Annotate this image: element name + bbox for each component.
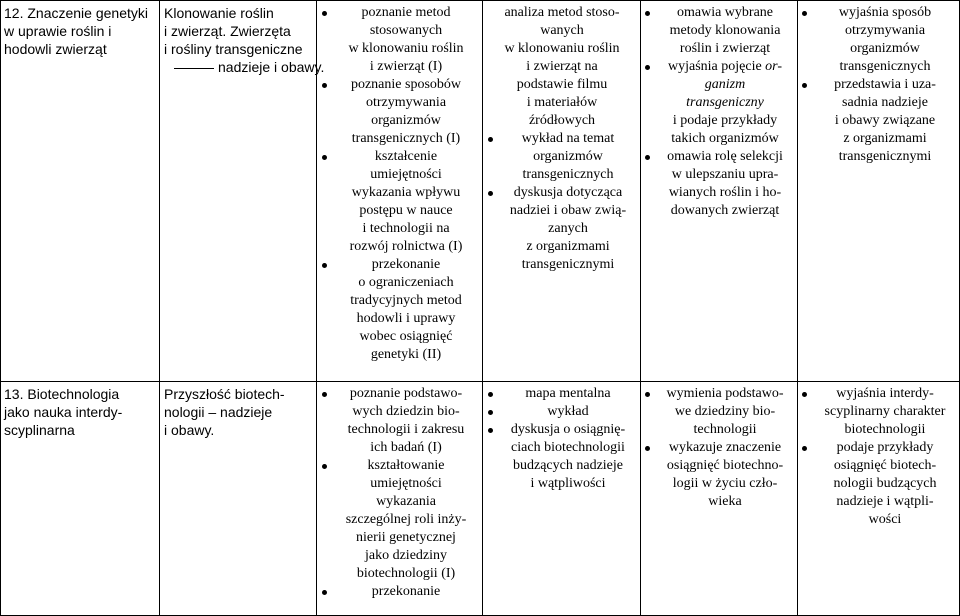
col-border <box>0 0 1 616</box>
item-line: o ograniczeniach <box>358 275 454 290</box>
item-line: technologii <box>693 422 757 437</box>
bullet-icon <box>488 428 493 433</box>
item-line: z organizmami <box>843 131 927 146</box>
subtopic-line: nologii – nadzieje <box>164 404 273 420</box>
item-line: analiza metod stoso- <box>504 5 620 20</box>
extended-requirements-cell <box>802 385 956 529</box>
item-line: wymienia podstawo- <box>666 386 784 401</box>
item-line: stosowanych <box>369 23 443 38</box>
item-line: dyskusja o osiągnię- <box>510 422 626 437</box>
bullet-icon <box>488 410 493 415</box>
bullet-item <box>322 148 478 256</box>
goals-cell <box>322 385 478 601</box>
bullet-icon <box>802 392 807 397</box>
bullet-item <box>488 421 636 493</box>
item-line: zanych <box>548 221 588 236</box>
item-line: nadzieje i wątpli- <box>836 494 934 509</box>
item-line: wanych <box>540 23 584 38</box>
item-line: ciach biotechnologii <box>511 440 625 455</box>
subtopic-line: Przyszłość biotech- <box>164 386 285 402</box>
bullet-icon <box>802 11 807 16</box>
bullet-icon <box>645 11 650 16</box>
bullet-icon <box>645 446 650 451</box>
bullet-item <box>322 583 478 601</box>
bullet-icon <box>322 590 327 595</box>
bullet-icon <box>322 83 327 88</box>
item-line: otrzymywania <box>365 95 447 110</box>
subtopic-line: i zwierząt. Zwierzęta <box>164 23 291 39</box>
bullet-item <box>645 148 793 220</box>
item-line: wykład <box>547 404 589 419</box>
item-line: i zwierząt na <box>526 59 598 74</box>
item-line: roślin i zwierząt <box>679 41 771 56</box>
subtopic-cell <box>164 4 325 76</box>
item-line: technologii i zakresu <box>347 422 465 437</box>
item-line: jako dziedziny <box>364 548 448 563</box>
bullet-item <box>802 76 956 166</box>
item-line: przedstawia i uza- <box>834 77 936 92</box>
item-line: kształcenie <box>374 149 438 164</box>
item-line: postępu w nauce <box>359 203 453 218</box>
item-line: metody klonowania <box>669 23 781 38</box>
col-border <box>797 0 798 616</box>
item-line: wości <box>868 512 902 527</box>
item-line: budzących nadzieje <box>513 458 623 473</box>
bullet-item <box>645 4 793 58</box>
item-line: przekonanie <box>371 257 441 272</box>
item-line: ich badań (I) <box>370 440 442 455</box>
item-line: wykład na temat <box>521 131 615 146</box>
item-line: w klonowaniu roślin <box>348 41 464 56</box>
bullet-item <box>488 403 636 421</box>
subtopic-line: nadzieje i obawy. <box>218 59 325 75</box>
item-line: poznanie sposobów <box>350 77 462 92</box>
item-line: umiejętności <box>370 167 442 182</box>
dash-icon <box>174 68 214 69</box>
bullet-icon <box>802 83 807 88</box>
bullet-item <box>322 385 478 457</box>
item-line: transgenicznych <box>839 59 931 74</box>
bullet-icon <box>322 263 327 268</box>
item-line: omawia rolę selekcji <box>667 149 783 164</box>
topic-cell <box>4 385 122 439</box>
item-line: genetyki (II) <box>370 347 442 362</box>
bullet-item <box>802 4 956 76</box>
item-line: nierii genetycznej <box>356 530 456 545</box>
item-line: i obawy związane <box>834 113 936 128</box>
extended-requirements-cell <box>802 4 956 166</box>
topic-line: w uprawie roślin i <box>4 23 112 39</box>
item-line: omawia wybrane <box>676 5 774 20</box>
item-line: kształtowanie <box>367 458 445 473</box>
item-line: transgenicznymi <box>521 257 615 272</box>
topic-line: scyplinarna <box>4 422 75 438</box>
item-line: i podaje przykłady <box>672 113 778 128</box>
basic-requirements-cell <box>645 4 793 220</box>
topic-line: 13. Biotechnologia <box>4 386 120 402</box>
item-line: nadziei i obaw zwią- <box>509 203 627 218</box>
item-line: osiągnięć biotechno- <box>666 458 784 473</box>
item-line: otrzymywania <box>844 23 926 38</box>
bullet-item <box>488 385 636 403</box>
item-line: wyjaśnia sposób <box>838 5 932 20</box>
item-line: takich organizmów <box>671 131 779 146</box>
item-line: we dziedziny bio- <box>674 404 776 419</box>
item-line: logii w życiu czło- <box>672 476 778 491</box>
item-line: transgeniczny <box>686 95 764 110</box>
bullet-item <box>645 58 793 148</box>
bullet-item <box>488 184 636 274</box>
item-line: tradycyjnych metod <box>350 293 462 308</box>
item-line: wianych roślin i ho- <box>668 185 782 200</box>
item-line: i technologii na <box>362 221 450 236</box>
item-line: sadnia nadzieje <box>842 95 928 110</box>
goals-cell <box>322 4 478 364</box>
item-line: z organizmami <box>526 239 610 254</box>
subtopic-cell <box>164 385 285 439</box>
item-line: mapa mentalna <box>525 386 611 401</box>
item-line: hodowli i uprawy <box>356 311 456 326</box>
methods-cell <box>488 385 636 493</box>
item-line: osiągnięć biotech- <box>833 458 937 473</box>
item-line: wykazania <box>376 494 436 509</box>
item-line: biotechnologii <box>844 422 926 437</box>
line-part-italic: or- <box>765 59 783 74</box>
topic-cell <box>4 4 148 58</box>
topic-line: 12. Znaczenie genetyki <box>4 5 148 21</box>
list-item <box>488 4 636 130</box>
bullet-icon <box>645 65 650 70</box>
item-line: w klonowaniu roślin <box>504 41 620 56</box>
item-line: źródłowych <box>528 113 596 128</box>
item-line: organizmów <box>371 113 441 128</box>
item-line: organizmów <box>533 149 603 164</box>
item-line: ganizm <box>704 77 746 92</box>
item-line: scyplinarny charakter <box>824 404 946 419</box>
item-line: podstawie filmu <box>516 77 608 92</box>
bullet-icon <box>322 392 327 397</box>
item-line: przekonanie <box>371 584 441 599</box>
bullet-icon <box>645 392 650 397</box>
item-line: podaje przykłady <box>836 440 934 455</box>
bullet-icon <box>802 446 807 451</box>
col-border <box>316 0 317 616</box>
item-line: i zwierząt (I) <box>369 59 443 74</box>
item-line: wykazania wpływu <box>351 185 461 200</box>
item-line: poznanie metod <box>361 5 451 20</box>
bullet-icon <box>322 464 327 469</box>
bullet-item <box>645 439 793 511</box>
row-divider <box>0 381 960 382</box>
item-line: wyjaśnia interdy- <box>836 386 934 401</box>
bullet-item <box>802 439 956 529</box>
item-line <box>657 58 793 76</box>
subtopic-line-with-dash <box>164 58 325 76</box>
subtopic-line: Klonowanie roślin <box>164 5 274 21</box>
item-line: transgenicznymi <box>838 149 932 164</box>
topic-line: jako nauka interdy- <box>4 404 123 420</box>
bullet-item <box>322 256 478 364</box>
table-border-top <box>0 0 960 1</box>
item-line: szczególnej roli inży- <box>345 512 467 527</box>
subtopic-line: i obawy. <box>164 422 215 438</box>
subtopic-line: i rośliny transgeniczne <box>164 41 303 57</box>
bullet-item <box>802 385 956 439</box>
item-line: transgenicznych <box>522 167 614 182</box>
col-border <box>482 0 483 616</box>
item-line: nologii budzących <box>833 476 937 491</box>
item-line: rozwój rolnictwa (I) <box>349 239 463 254</box>
item-line: w ulepszaniu upra- <box>671 167 779 182</box>
basic-requirements-cell <box>645 385 793 511</box>
item-line: wykazuje znaczenie <box>668 440 782 455</box>
bullet-icon <box>322 155 327 160</box>
item-line: umiejętności <box>370 476 442 491</box>
item-line: i wątpliwości <box>530 476 606 491</box>
bullet-item <box>322 457 478 583</box>
item-line: poznanie podstawo- <box>349 386 463 401</box>
topic-line: hodowli zwierząt <box>4 41 107 57</box>
bullet-item <box>645 385 793 439</box>
item-line: dyskusja dotycząca <box>513 185 623 200</box>
line-part: wyjaśnia pojęcie <box>667 59 766 74</box>
bullet-icon <box>645 155 650 160</box>
bullet-icon <box>322 11 327 16</box>
bullet-icon <box>488 392 493 397</box>
bullet-item <box>322 76 478 148</box>
item-line: organizmów <box>850 41 920 56</box>
item-line: biotechnologii (I) <box>356 566 456 581</box>
item-line: wobec osiągnięć <box>359 329 453 344</box>
item-line: wych dziedzin bio- <box>352 404 460 419</box>
item-line: dowanych zwierząt <box>670 203 780 218</box>
bullet-item <box>322 4 478 76</box>
bullet-icon <box>488 191 493 196</box>
col-border <box>640 0 641 616</box>
item-line: i materiałów <box>526 95 598 110</box>
item-line: transgenicznych (I) <box>351 131 461 146</box>
bullet-icon <box>488 137 493 142</box>
bullet-item <box>488 130 636 184</box>
col-border <box>159 0 160 616</box>
item-line: wieka <box>708 494 742 509</box>
methods-cell <box>488 4 636 274</box>
